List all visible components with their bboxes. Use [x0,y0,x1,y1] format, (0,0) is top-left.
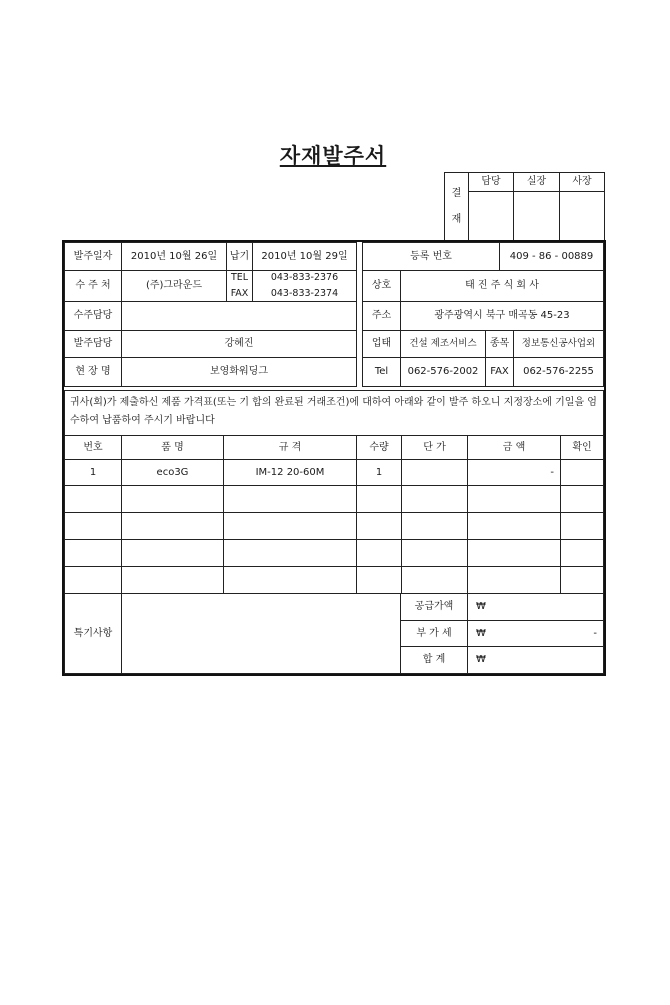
row-no [64,566,122,594]
address-value: 광주광역시 북구 매곡동 45-23 [400,301,604,331]
business-item-value: 정보통신공사업외 [513,330,604,358]
row-no: 1 [64,459,122,486]
tel-fax-labels [226,270,253,302]
row-amount [467,539,561,567]
col-header-amount: 금 액 [467,435,561,460]
orderer-label: 수 주 처 [64,270,122,302]
vat-label: 부 가 세 [400,620,468,647]
approval-header-director: 실장 [513,172,560,192]
approval-header-manager: 담당 [468,172,514,192]
row-check [560,512,604,540]
supplier-fax-label: FAX [485,357,514,387]
supply-amount-label: 공급가액 [400,593,468,621]
col-header-name: 품 명 [121,435,224,460]
vat-trailing: - [593,627,597,639]
row-spec: IM-12 20-60M [223,459,357,486]
row-qty [356,566,402,594]
order-date-value: 2010년 10월 26일 [121,242,227,271]
remarks-value[interactable] [121,593,401,674]
approval-sign-ceo[interactable] [559,191,605,242]
vat-value: ₩ [476,627,486,639]
due-date-value: 2010년 10월 29일 [252,242,357,271]
col-header-check: 확인 [560,435,604,460]
supplier-tel-label: Tel [362,357,401,387]
row-no [64,539,122,567]
row-unit-price [401,566,468,594]
site-label: 현 장 명 [64,357,122,387]
row-qty: 1 [356,459,402,486]
row-no [64,512,122,540]
due-date-label: 납기 [226,242,253,271]
tel-fax-values [252,270,357,302]
row-name [121,485,224,513]
business-item-label: 종목 [485,330,514,358]
business-type-value: 건설 제조서비스 [400,330,486,358]
total-label: 합 계 [400,646,468,674]
remarks-label: 특기사항 [64,593,122,674]
supplier-name-value: 태 진 주 식 회 사 [400,270,604,302]
document-title: 자재발주서 [279,144,387,168]
row-qty [356,539,402,567]
order-manager-value: 강혜진 [121,330,357,358]
col-header-spec: 규 격 [223,435,357,460]
row-qty [356,485,402,513]
row-amount [467,566,561,594]
supply-amount-value: ₩ [467,593,604,621]
row-unit-price [401,485,468,513]
row-name [121,512,224,540]
col-header-unit-price: 단 가 [401,435,468,460]
order-manager-label: 발주담당 [64,330,122,358]
row-amount [467,485,561,513]
approval-side-label-2: 재 [451,214,462,225]
col-header-no: 번호 [64,435,122,460]
supplier-name-label: 상호 [362,270,401,302]
row-qty [356,512,402,540]
approval-sign-manager[interactable] [468,191,514,242]
approval-side-label-1: 결 [451,188,462,199]
tel-label: TEL [230,272,249,283]
row-no [64,485,122,513]
fax-value: 043-833-2374 [270,288,339,299]
notice-text: 귀사(회)가 제출하신 제품 가격표(또는 기 합의 완료된 거래조건)에 대하여 아래와 같이 발주 하오니 지정장소에 기일을 엄수하여 납품하여 주시기 바랍니다 [70,397,597,426]
row-check [560,459,604,486]
order-date-label: 발주일자 [64,242,122,271]
row-name [121,566,224,594]
vat-value-cell [467,620,604,647]
supplier-fax-value: 062-576-2255 [513,357,604,387]
row-amount: - [467,459,561,486]
row-spec [223,485,357,513]
row-spec [223,566,357,594]
row-name: eco3G [121,459,224,486]
row-check [560,485,604,513]
total-value: ₩ [467,646,604,674]
approval-side-label [444,172,469,242]
col-header-qty: 수량 [356,435,402,460]
row-spec [223,512,357,540]
reg-number-label: 등록 번호 [362,242,500,271]
site-value: 보영화워딩그 [121,357,357,387]
approval-sign-director[interactable] [513,191,560,242]
approval-header-ceo: 사장 [559,172,605,192]
orderer-value: (주)그라운드 [121,270,227,302]
reg-number-value: 409 - 86 - 00889 [499,242,604,271]
row-unit-price [401,459,468,486]
row-name [121,539,224,567]
business-type-label: 업태 [362,330,401,358]
row-check [560,539,604,567]
fax-label: FAX [230,288,249,299]
supplier-tel-value: 062-576-2002 [400,357,486,387]
orderer-contact-value [121,301,357,331]
address-label: 주소 [362,301,401,331]
tel-value: 043-833-2376 [270,272,339,283]
row-unit-price [401,512,468,540]
row-check [560,566,604,594]
orderer-contact-label: 수주담당 [64,301,122,331]
row-unit-price [401,539,468,567]
row-spec [223,539,357,567]
row-amount [467,512,561,540]
